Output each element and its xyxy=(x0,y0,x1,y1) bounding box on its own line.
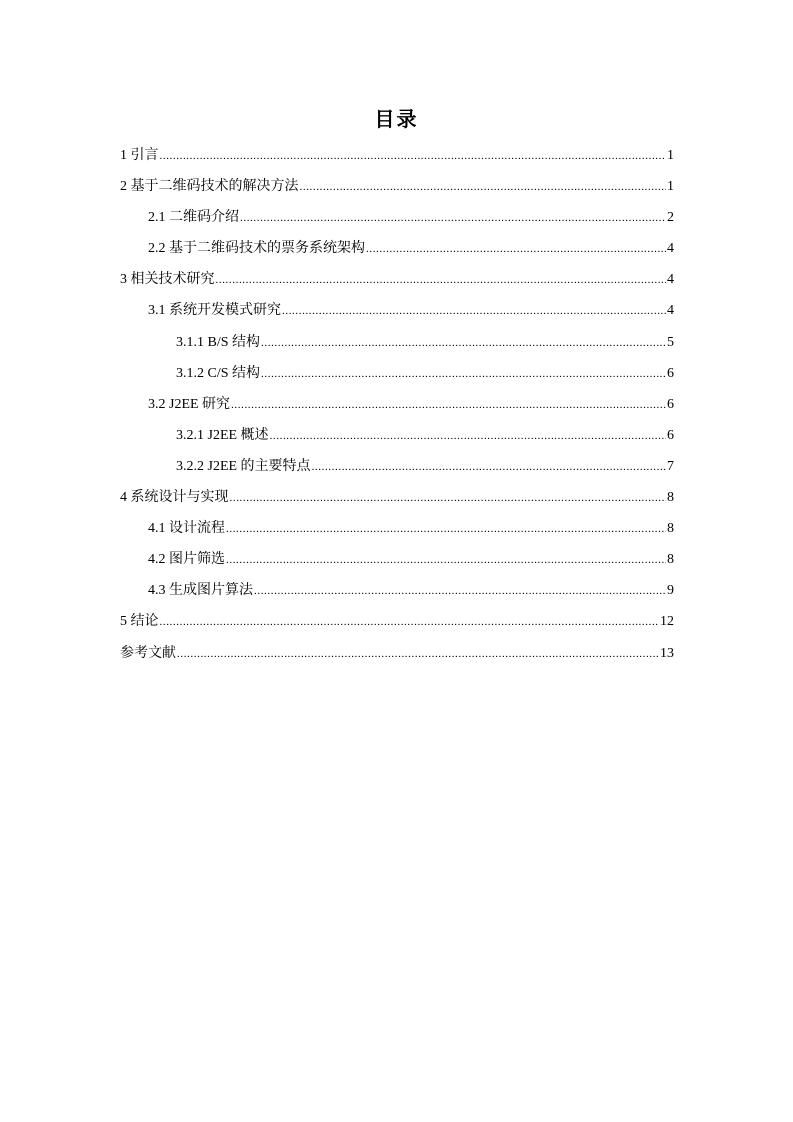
toc-entry-label: 3 相关技术研究 xyxy=(120,272,215,288)
toc-entry-label: 4 系统设计与实现 xyxy=(120,490,229,506)
toc-entry[interactable] xyxy=(120,638,674,669)
toc-entry-label: 4.2 图片筛选 xyxy=(148,552,225,568)
dot-leader xyxy=(230,483,667,514)
toc-entry-page: 8 xyxy=(667,552,674,568)
toc-entry[interactable] xyxy=(120,233,674,264)
toc-entry[interactable] xyxy=(120,513,674,544)
toc-entry-label: 3.2.1 J2EE 概述 xyxy=(176,427,269,443)
toc-entry[interactable] xyxy=(120,140,674,171)
dot-leader xyxy=(216,265,667,296)
toc-entry[interactable] xyxy=(120,606,674,637)
dot-leader xyxy=(261,328,666,359)
toc-entry[interactable] xyxy=(120,171,674,202)
dot-leader xyxy=(231,390,666,421)
toc-entry-page: 2 xyxy=(667,210,674,226)
toc-entry-label: 5 结论 xyxy=(120,614,159,630)
toc-entry-page: 1 xyxy=(667,179,674,195)
toc-entry-label: 4.1 设计流程 xyxy=(148,521,225,537)
toc-entry-label: 2.2 基于二维码技术的票务系统架构 xyxy=(148,241,365,257)
toc-entry-page: 4 xyxy=(667,241,674,257)
toc-entry-label: 2 基于二维码技术的解决方法 xyxy=(120,179,299,195)
toc-entry-page: 6 xyxy=(667,396,674,412)
toc-entry-page: 4 xyxy=(667,272,674,288)
toc-entry-page: 8 xyxy=(667,521,674,537)
toc-entry-label: 1 引言 xyxy=(120,148,159,163)
dot-leader xyxy=(226,514,666,545)
dot-leader xyxy=(226,545,666,576)
toc-entry-label: 3.1.1 B/S 结构 xyxy=(176,334,261,350)
toc-entry-page: 5 xyxy=(667,334,674,350)
dot-leader xyxy=(254,576,666,607)
dot-leader xyxy=(177,639,659,670)
dot-leader xyxy=(366,234,666,265)
dot-leader xyxy=(261,359,666,390)
toc-entry-page: 6 xyxy=(667,365,674,381)
dot-leader xyxy=(300,172,667,203)
toc-entry-label: 3.2.2 J2EE 的主要特点 xyxy=(176,458,311,474)
toc-entry-page: 9 xyxy=(667,583,674,599)
table-of-contents xyxy=(120,140,674,669)
toc-entry[interactable] xyxy=(120,327,674,358)
toc-entry-page: 6 xyxy=(667,427,674,443)
dot-leader xyxy=(270,421,666,452)
toc-entry-page: 7 xyxy=(667,458,674,474)
page-title: 目录 xyxy=(374,107,419,131)
toc-entry-label: 4.3 生成图片算法 xyxy=(148,583,253,599)
dot-leader xyxy=(312,452,666,483)
toc-entry[interactable] xyxy=(120,451,674,482)
dot-leader xyxy=(160,607,660,638)
dot-leader xyxy=(160,141,667,172)
toc-entry[interactable] xyxy=(120,389,674,420)
toc-entry[interactable] xyxy=(120,264,674,295)
toc-entry-page: 1 xyxy=(667,148,674,163)
toc-entry-page: 4 xyxy=(667,303,674,319)
toc-entry-label: 参考文献 xyxy=(120,645,176,661)
toc-entry-label: 3.2 J2EE 研究 xyxy=(148,396,231,412)
toc-entry[interactable] xyxy=(120,482,674,513)
toc-entry-page: 12 xyxy=(660,614,674,630)
toc-entry[interactable] xyxy=(120,544,674,575)
toc-entry-page: 8 xyxy=(667,490,674,506)
toc-entry-page: 13 xyxy=(660,645,674,661)
toc-entry-label: 2.1 二维码介绍 xyxy=(148,210,239,226)
toc-entry-label: 3.1 系统开发模式研究 xyxy=(148,303,281,319)
dot-leader xyxy=(282,296,666,327)
toc-entry[interactable] xyxy=(120,575,674,606)
toc-entry[interactable] xyxy=(120,295,674,326)
toc-entry[interactable] xyxy=(120,420,674,451)
toc-entry-label: 3.1.2 C/S 结构 xyxy=(176,365,261,381)
toc-entry[interactable] xyxy=(120,202,674,233)
toc-entry[interactable] xyxy=(120,358,674,389)
dot-leader xyxy=(240,203,666,234)
